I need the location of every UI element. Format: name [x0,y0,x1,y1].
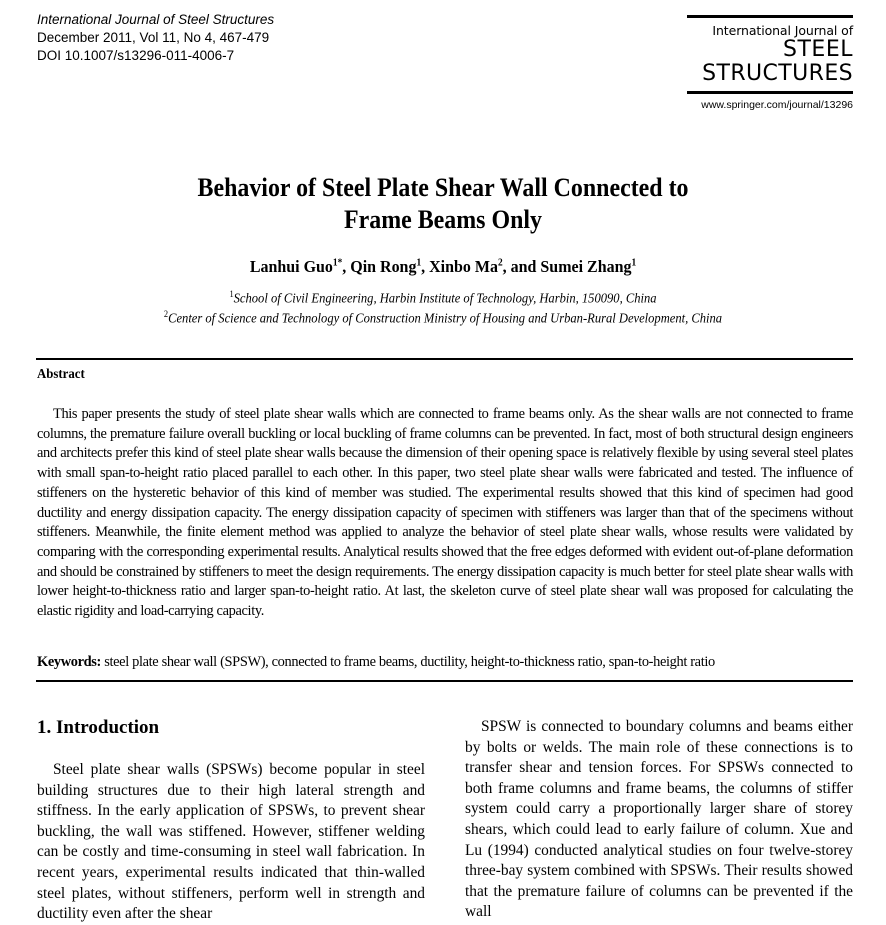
logo-top-bar [687,15,853,18]
abstract-text: This paper presents the study of steel plate shear walls which are connected to frame beams only. As the shear walls are not connected to frame columns, the premature failure overall buckling or local buckling of frame columns can be prevented. In fact, most of both structural design engineers and architects prefer this kind of steel plate shear walls because the dimension of their opening space is relatively flexible by using several steel plates with small span-to-height ratio placed parallel to each other. In this paper, two steel plate shear walls were fabricated and tested. The influence of stiffeners on the hysteretic behavior of this kind of member was studied. The experimental results showed that this kind of specimen had good ductility and energy dissipation capacity. The energy dissipation capacity of specimen with stiffeners was larger than that of the specimens without stiffeners. Meanwhile, the finite element method was applied to analyze the behavior of steel plate shear walls, whose results were validated by comparing with the corresponding experimental results. Analytical results showed that the free edges deformed with evident out-of-plane deformation and should be constrained by stiffeners to meet the design requirements. The energy dissipation capacity is much better for steel plate shear walls with lower height-to-thickness ratio and larger span-to-height ratio. At last, the skeleton curve of steel plate shear wall was proposed for calculating the elastic rigidity and load-carrying capacity. [37,406,853,620]
title-line-1: Behavior of Steel Plate Shear Wall Connected to [197,173,689,202]
abstract-heading: Abstract [37,366,85,381]
author: Sumei Zhang$^1$ [540,257,637,276]
author: Lanhui Guo$^{1*}$, [249,257,351,276]
intro-paragraph: SPSW is connected to boundary columns and beams either by bolts or welds. The main role of these connections is to transfer shear and tension forces. For SPSWs connected to both frame columns and frame beams, the columns of stiffer system could carry a proportionally larger share of storey shears, which could lead to early failure of column. Xue and Lu (1994) conducted analytical studies on four twelve-storey three-bay system combined with SPSWs. Their results showed that the premature failure of columns can be prevented if the wall [465,718,853,921]
title-line-2: Frame Beams Only [344,205,542,234]
keywords-label: Keywords: [37,654,101,670]
top-divider [36,358,853,360]
doi: DOI 10.1007/s13296-011-4006-7 [37,48,235,63]
journal-url[interactable]: www.springer.com/journal/13296 [701,99,853,111]
paper-title [35,172,850,236]
bottom-divider [36,680,853,682]
affiliation-2: $^2$Center of Science and Technology of Construction Ministry of Housing and Urban-Rural Development, China [163,309,723,326]
intro-right-column [465,717,853,923]
issue-info: December 2011, Vol 11, No 4, 467-479 [37,30,270,45]
author: Qin Rong$^1$, [350,257,430,276]
journal-logo [687,15,853,111]
author: Xinbo Ma$^2$, and [429,257,541,276]
logo-line-3: STRUCTURES [702,61,853,86]
logo-bottom-bar [687,91,853,94]
author-list [27,257,860,277]
intro-paragraph: Steel plate shear walls (SPSWs) become popular in steel building structures due to their high lateral strength and stiffness. In the early application of SPSWs, to prevent shear buckling, the wall was stiffened. However, stiffener welding can be costly and time-consuming in steel wall fabrication. In recent years, experimental results indicated that thin-walled steel plates, without stiffeners, perform well in strength and ductility even after the shear [37,761,425,923]
keywords [37,654,857,671]
logo-line-1: International Journal of [712,23,853,38]
journal-header [37,11,274,65]
section-heading-introduction: 1. Introduction [37,717,160,738]
keywords-text: steel plate shear wall (SPSW), connected to frame beams, ductility, height-to-thickness ratio, span-to-height ratio [101,654,715,670]
intro-left-column [37,760,425,925]
logo-line-2: STEEL [783,37,853,62]
journal-name: International Journal of Steel Structures [37,12,275,27]
affiliation-1: $^1$School of Civil Engineering, Harbin Institute of Technology, Harbin, 150090, China [229,289,657,306]
